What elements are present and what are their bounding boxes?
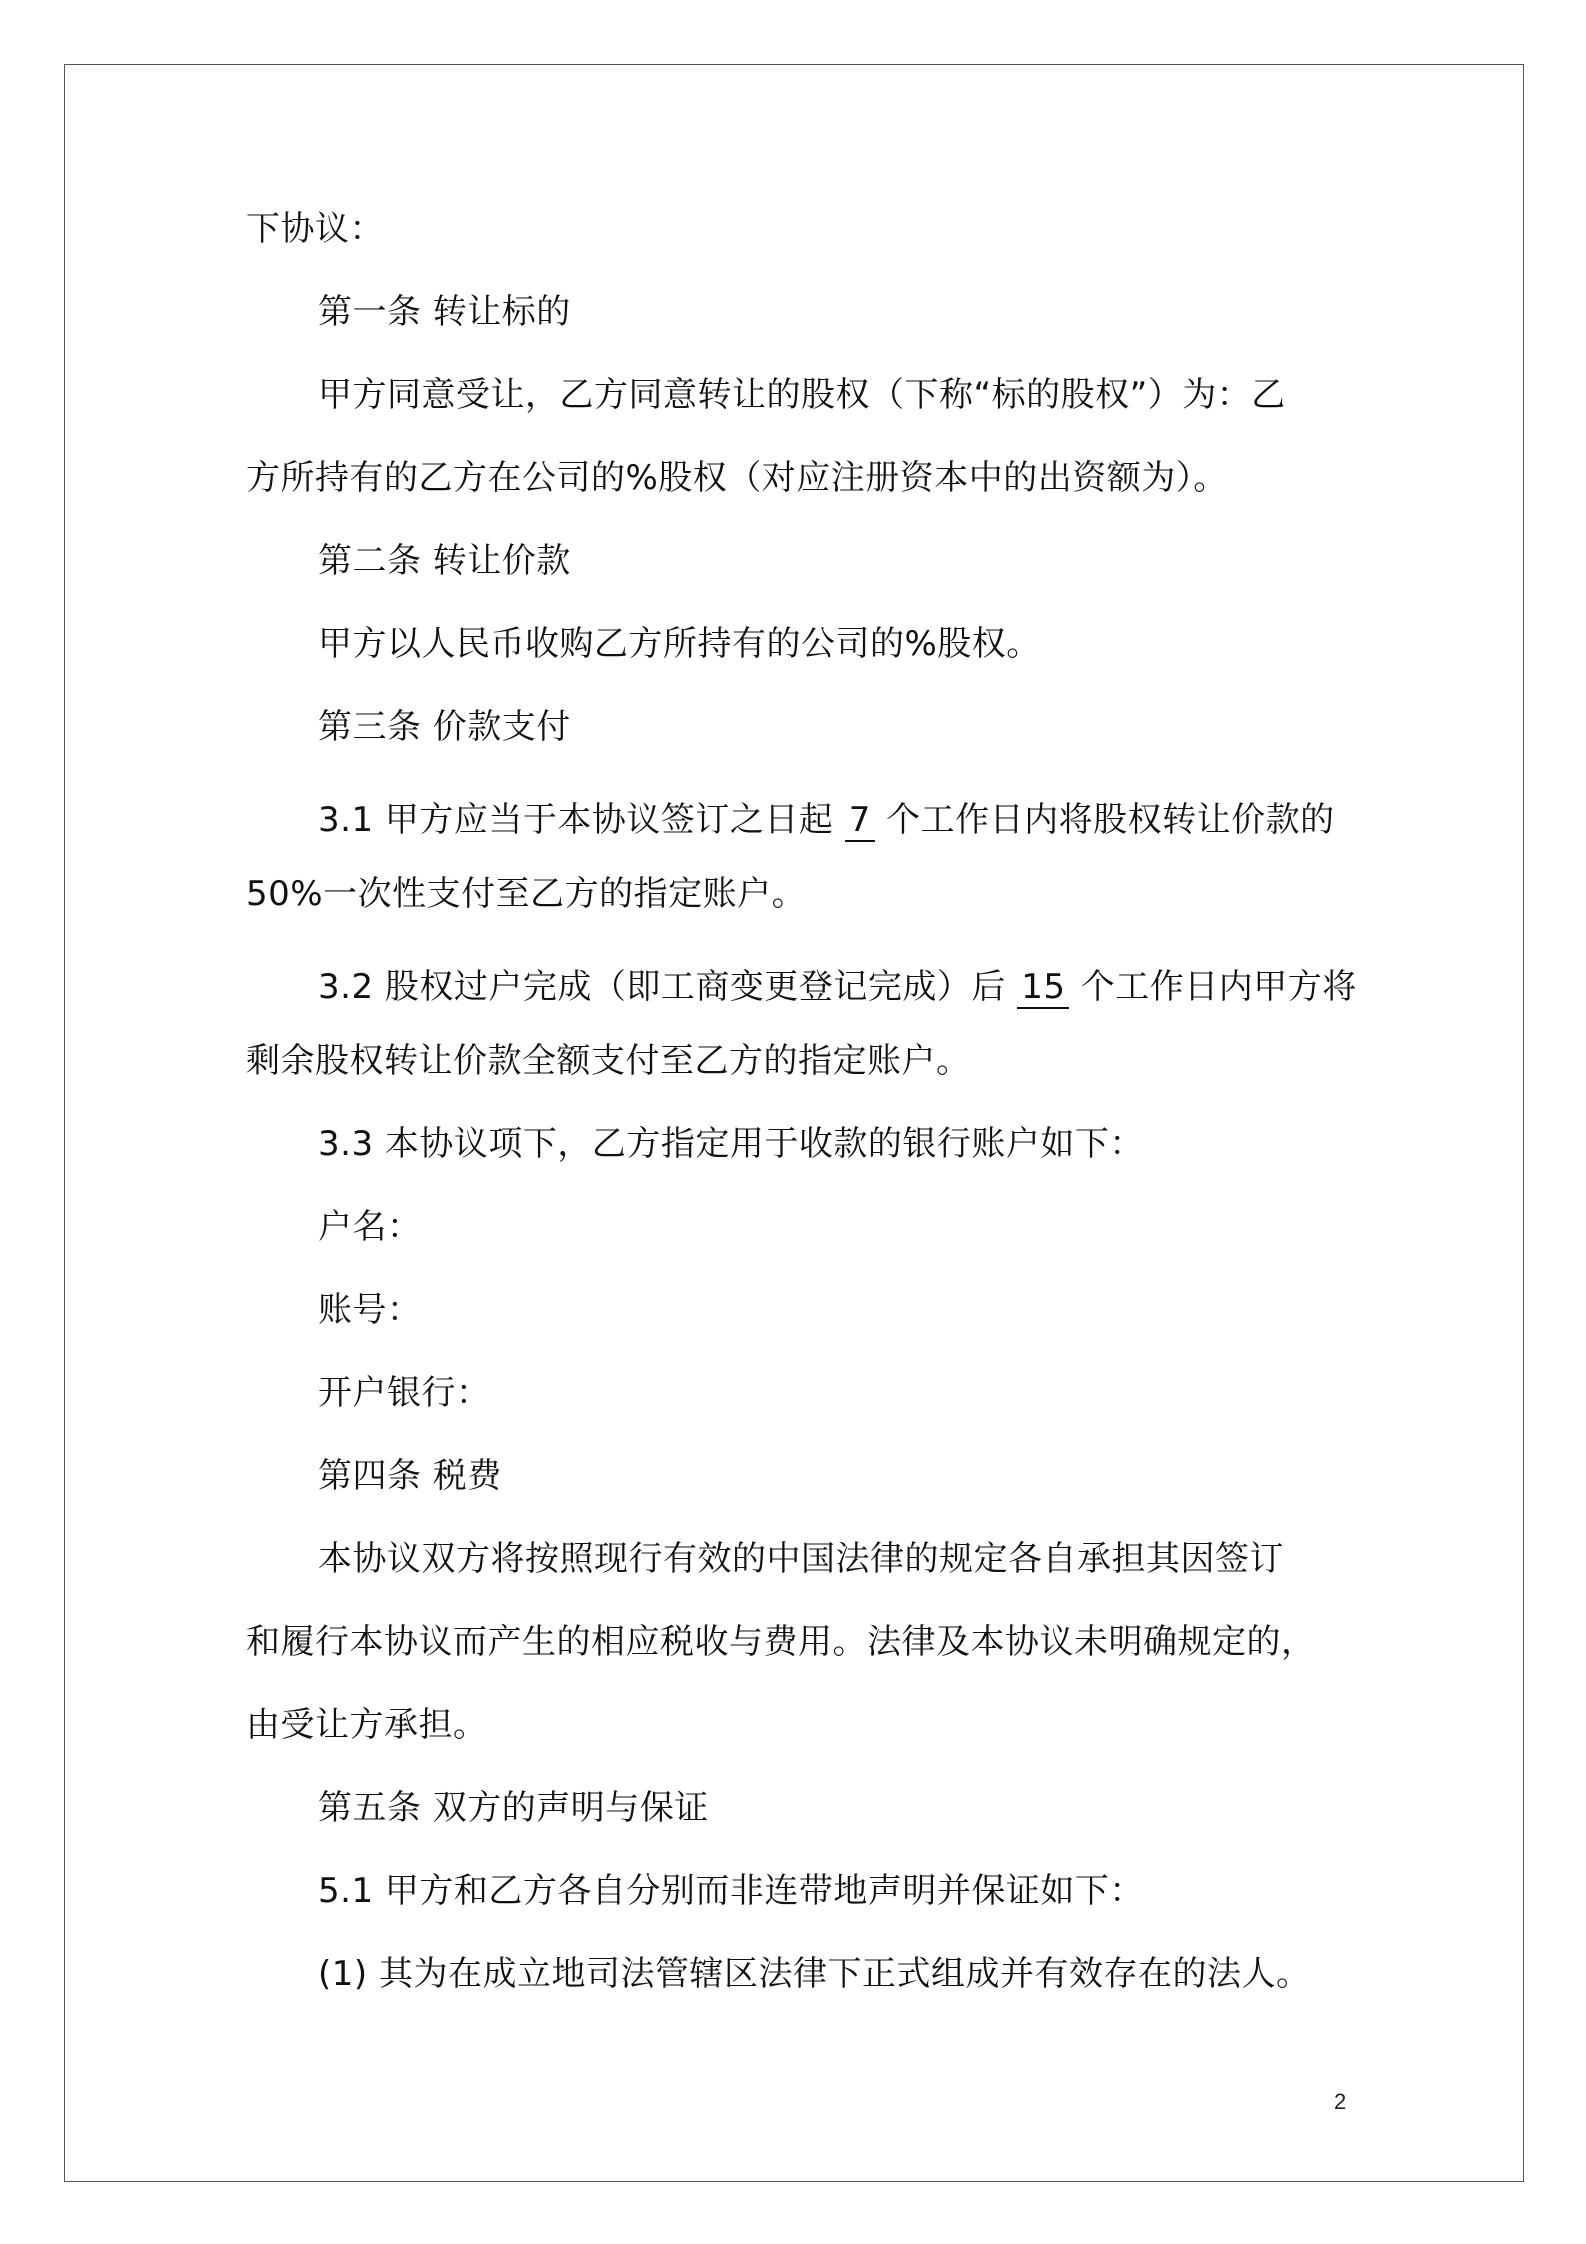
text-line: 剩余股权转让价款全额支付至乙方的指定账户。 [246, 1041, 971, 1081]
article-heading: 第四条 税费 [318, 1456, 502, 1496]
article-heading: 第一条 转让标的 [318, 292, 571, 332]
text-line: 甲方同意受让，乙方同意转让的股权（下称“标的股权”）为：乙 [318, 375, 1286, 415]
text-segment: 个工作日内将股权转让价款的 [874, 800, 1335, 840]
text-segment: 3.1 甲方应当于本协议签订之日起 [318, 800, 845, 840]
text-line: 甲方以人民币收购乙方所持有的公司的%股权。 [318, 624, 1041, 664]
text-line: 50%一次性支付至乙方的指定账户。 [246, 874, 807, 914]
article-heading: 第二条 转让价款 [318, 541, 571, 581]
article-heading: 第五条 双方的声明与保证 [318, 1788, 709, 1828]
page-number: 2 [1334, 2089, 1347, 2114]
filled-blank: 7 [845, 800, 875, 842]
field-label: 开户银行： [318, 1373, 491, 1413]
text-line: 由受让方承担。 [246, 1705, 488, 1745]
field-label: 户名： [318, 1207, 422, 1247]
text-line [318, 796, 1335, 844]
text-line: 下协议： [246, 209, 384, 249]
text-line [318, 963, 1357, 1011]
text-segment: 个工作日内甲方将 [1069, 967, 1357, 1007]
field-label: 账号： [318, 1290, 422, 1330]
text-line: 本协议双方将按照现行有效的中国法律的规定各自承担其因签订 [318, 1539, 1284, 1579]
article-heading: 第三条 价款支付 [318, 707, 571, 747]
text-line: 和履行本协议而产生的相应税收与费用。法律及本协议未明确规定的， [246, 1622, 1316, 1662]
text-line: 5.1 甲方和乙方各自分别而非连带地声明并保证如下： [318, 1871, 1144, 1911]
text-segment: 3.2 股权过户完成（即工商变更登记完成）后 [318, 967, 1018, 1007]
text-line: (1) 其为在成立地司法管辖区法律下正式组成并有效存在的法人。 [318, 1954, 1311, 1994]
text-line: 方所持有的乙方在公司的%股权（对应注册资本中的出资额为）。 [246, 458, 1228, 498]
text-line: 3.3 本协议项下，乙方指定用于收款的银行账户如下： [318, 1124, 1144, 1164]
filled-blank: 15 [1017, 967, 1069, 1009]
